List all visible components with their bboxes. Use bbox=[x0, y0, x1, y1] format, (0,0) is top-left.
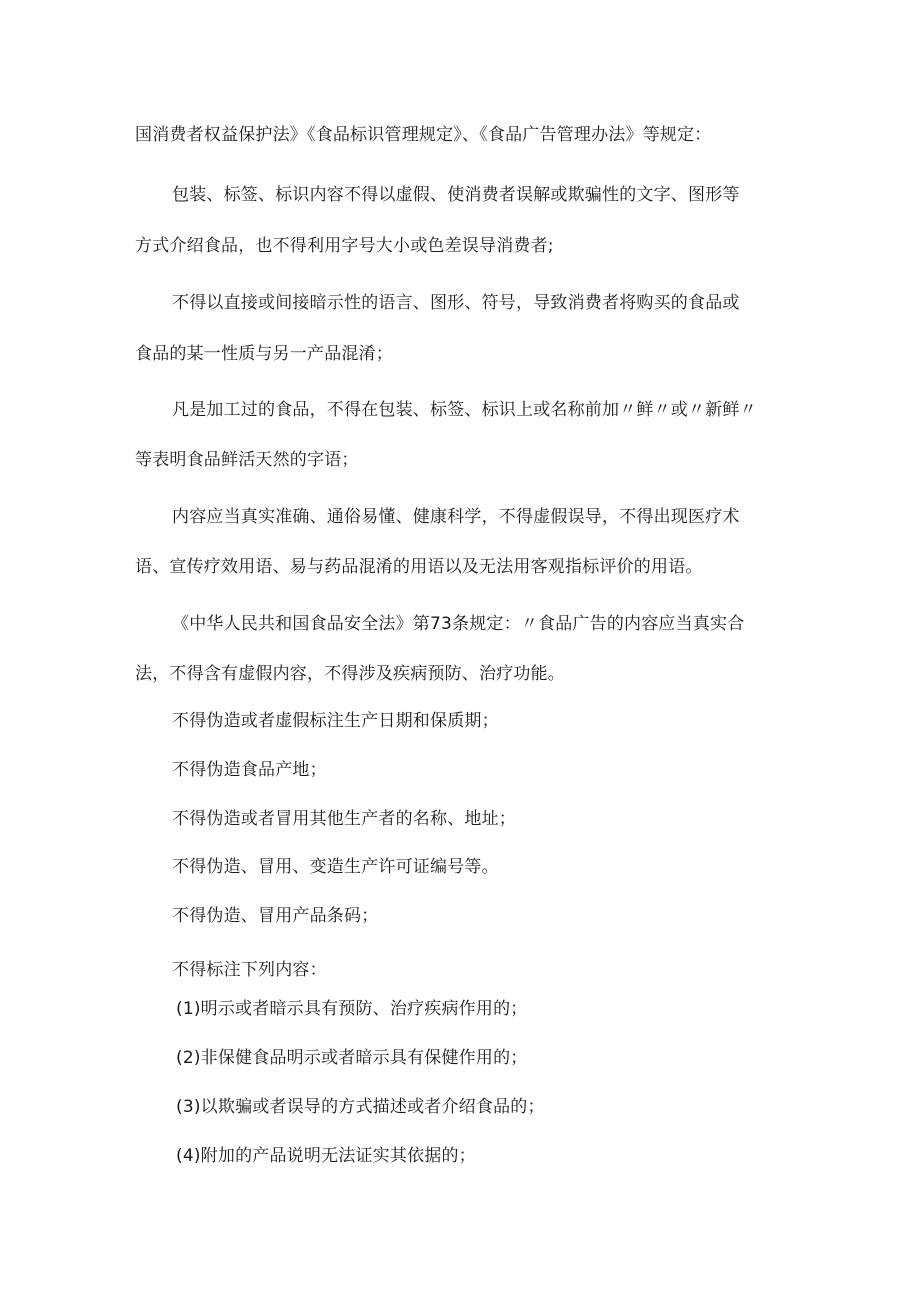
text-line: 《中华人民共和国食品安全法》第73条规定：〃食品广告的内容应当真实合 bbox=[172, 614, 745, 634]
text-line: 不得伪造食品产地； bbox=[172, 760, 327, 780]
text-line: 等表明食品鲜活天然的字语； bbox=[135, 450, 359, 470]
text-line: 包装、标签、标识内容不得以虚假、使消费者误解或欺骗性的文字、图形等 bbox=[172, 185, 740, 205]
text-line: 不得伪造或者虚假标注生产日期和保质期； bbox=[172, 711, 499, 731]
text-line: 不得以直接或间接暗示性的语言、图形、符号，导致消费者将购买的食品或 bbox=[172, 293, 740, 313]
list-item: (4)附加的产品说明无法证实其依据的； bbox=[176, 1146, 476, 1166]
text-line: 方式介绍食品，也不得利用字号大小或色差误导消费者; bbox=[135, 236, 554, 256]
text-line: 法，不得含有虚假内容，不得涉及疾病预防、治疗功能。 bbox=[135, 664, 565, 684]
list-item: (1)明示或者暗示具有预防、治疗疾病作用的； bbox=[176, 999, 528, 1019]
text-line: 国消费者权益保护法》《食品标识管理规定》、《食品广告管理办法》等规定： bbox=[135, 125, 712, 145]
text-line: 不得伪造、冒用、变造生产许可证编号等。 bbox=[172, 857, 499, 877]
text-line: 语、宣传疗效用语、易与药品混淆的用语以及无法用客观指标评价的用语。 bbox=[135, 557, 703, 577]
list-item: (3)以欺骗或者误导的方式描述或者介绍食品的； bbox=[176, 1097, 545, 1117]
text-line: 凡是加工过的食品，不得在包装、标签、标识上或名称前加〃鲜〃或〃新鲜〃 bbox=[172, 400, 757, 420]
text-line: 不得伪造、冒用产品条码； bbox=[172, 906, 379, 926]
list-item: (2)非保健食品明示或者暗示具有保健作用的； bbox=[176, 1048, 528, 1068]
text-line: 不得伪造或者冒用其他生产者的名称、地址； bbox=[172, 809, 516, 829]
text-line: 内容应当真实准确、通俗易懂、健康科学，不得虚假误导，不得出现医疗术 bbox=[172, 507, 740, 527]
text-line: 食品的某一性质与另一产品混淆； bbox=[135, 344, 393, 364]
text-line: 不得标注下列内容： bbox=[172, 960, 327, 980]
